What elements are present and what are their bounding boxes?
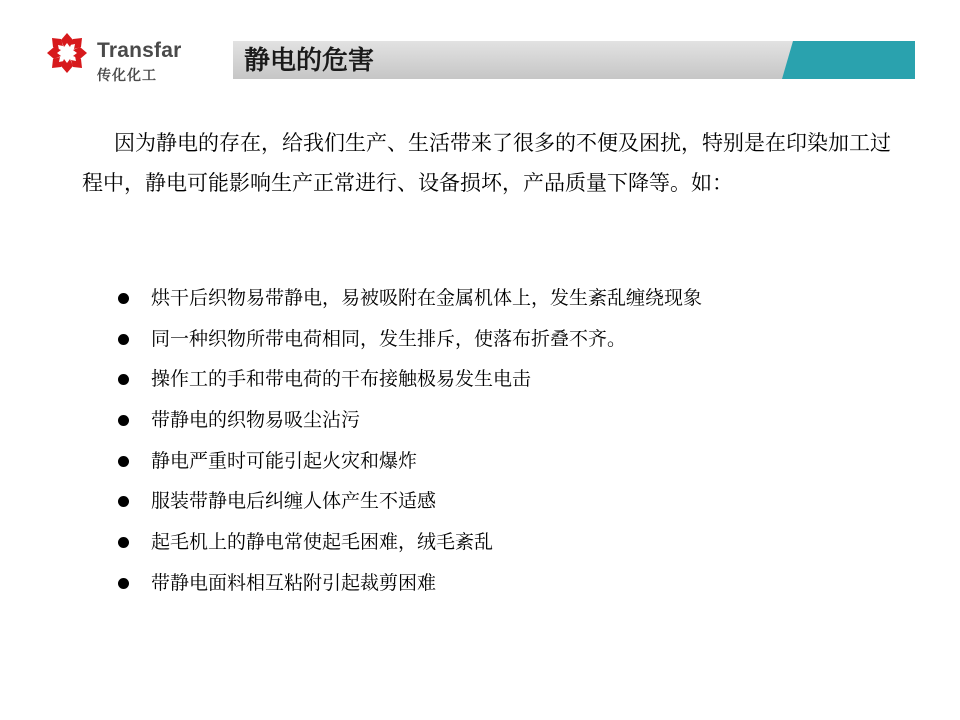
list-item xyxy=(118,481,702,522)
bullet-icon xyxy=(118,374,129,385)
list-item xyxy=(118,278,702,319)
list-item-text: 烘干后织物易带静电，易被吸附在金属机体上，发生紊乱缠绕现象 xyxy=(151,287,703,309)
list-item-text: 同一种织物所带电荷相同，发生排斥，使落布折叠不齐。 xyxy=(151,327,627,350)
bullet-icon xyxy=(118,496,129,507)
list-item xyxy=(118,441,702,482)
transfar-logo xyxy=(44,30,194,82)
list-item-text: 操作工的手和带电荷的干布接触极易发生电击 xyxy=(151,368,532,391)
intro-paragraph: 因为静电的存在，给我们生产、生活带来了很多的不便及困扰，特别是在印染加工过程中，静电可能影响生产正常进行、设备损坏，产品质量下降等。如： xyxy=(82,131,891,195)
list-item-text: 静电严重时可能引起火灾和爆炸 xyxy=(151,449,418,472)
bullet-icon xyxy=(118,415,129,426)
list-item xyxy=(118,319,702,360)
transfar-logo-icon xyxy=(44,30,90,76)
logo-name: Transfar xyxy=(97,39,182,62)
page-title: 静电的危害 xyxy=(244,46,375,76)
logo-subtitle: 传化化工 xyxy=(97,68,157,84)
list-item-text: 带静电的织物易吸尘沾污 xyxy=(151,409,361,432)
list-item xyxy=(118,522,702,563)
list-item-text: 带静电面料相互粘附引起裁剪困难 xyxy=(151,571,437,594)
list-item xyxy=(118,563,702,604)
bullet-icon xyxy=(118,334,129,345)
bullet-list xyxy=(118,278,702,604)
bullet-icon xyxy=(118,537,129,548)
list-item xyxy=(118,359,702,400)
list-item-text: 起毛机上的静电常使起毛困难，绒毛紊乱 xyxy=(151,531,494,554)
bullet-icon xyxy=(118,456,129,467)
list-item xyxy=(118,400,702,441)
bullet-icon xyxy=(118,293,129,304)
list-item-text: 服装带静电后纠缠人体产生不适感 xyxy=(151,490,437,513)
bullet-icon xyxy=(118,578,129,589)
